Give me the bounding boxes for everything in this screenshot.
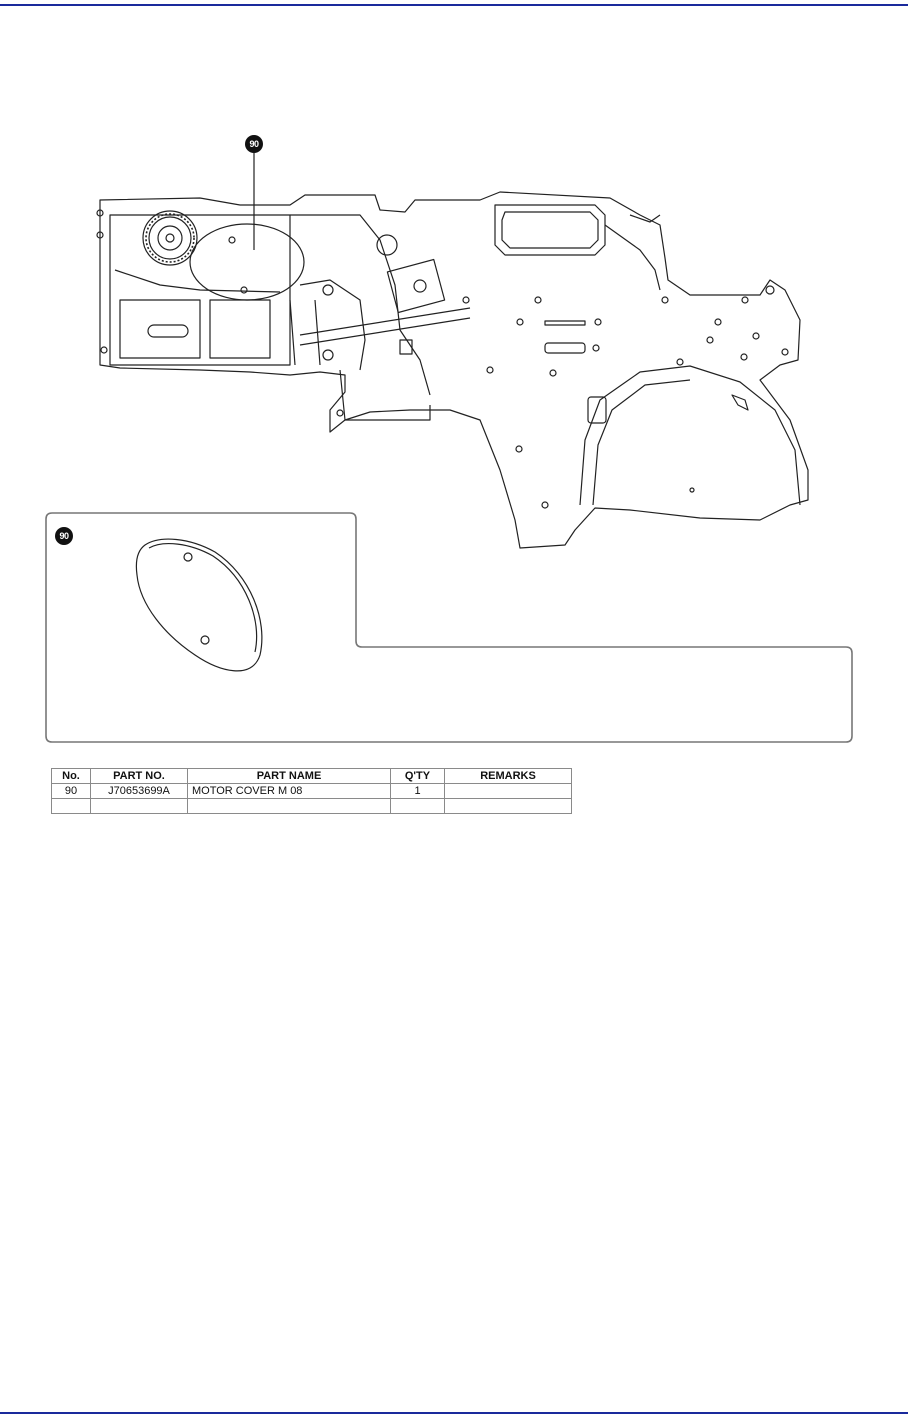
cell-part-no [91, 799, 188, 814]
table-row [52, 799, 572, 814]
cell-part-name: MOTOR COVER M 08 [188, 784, 391, 799]
cell-no: 90 [52, 784, 91, 799]
header-part-no: PART NO. [91, 769, 188, 784]
header-qty: Q'TY [391, 769, 445, 784]
cell-no [52, 799, 91, 814]
cell-remarks [445, 784, 572, 799]
callout-90-main: 90 [245, 135, 263, 153]
cell-part-no: J70653699A [91, 784, 188, 799]
cell-qty [391, 799, 445, 814]
motor-cover-detail [136, 539, 261, 671]
table-row [52, 784, 572, 799]
parts-table-header-row [52, 769, 572, 784]
gear [143, 211, 197, 265]
header-no: No. [52, 769, 91, 784]
cell-qty: 1 [391, 784, 445, 799]
header-remarks: REMARKS [445, 769, 572, 784]
parts-table [51, 768, 572, 814]
cell-remarks [445, 799, 572, 814]
footer-rule [0, 1412, 908, 1414]
cell-part-name [188, 799, 391, 814]
header-part-name: PART NAME [188, 769, 391, 784]
callout-90-detail: 90 [55, 527, 73, 545]
detail-frame [46, 513, 852, 742]
